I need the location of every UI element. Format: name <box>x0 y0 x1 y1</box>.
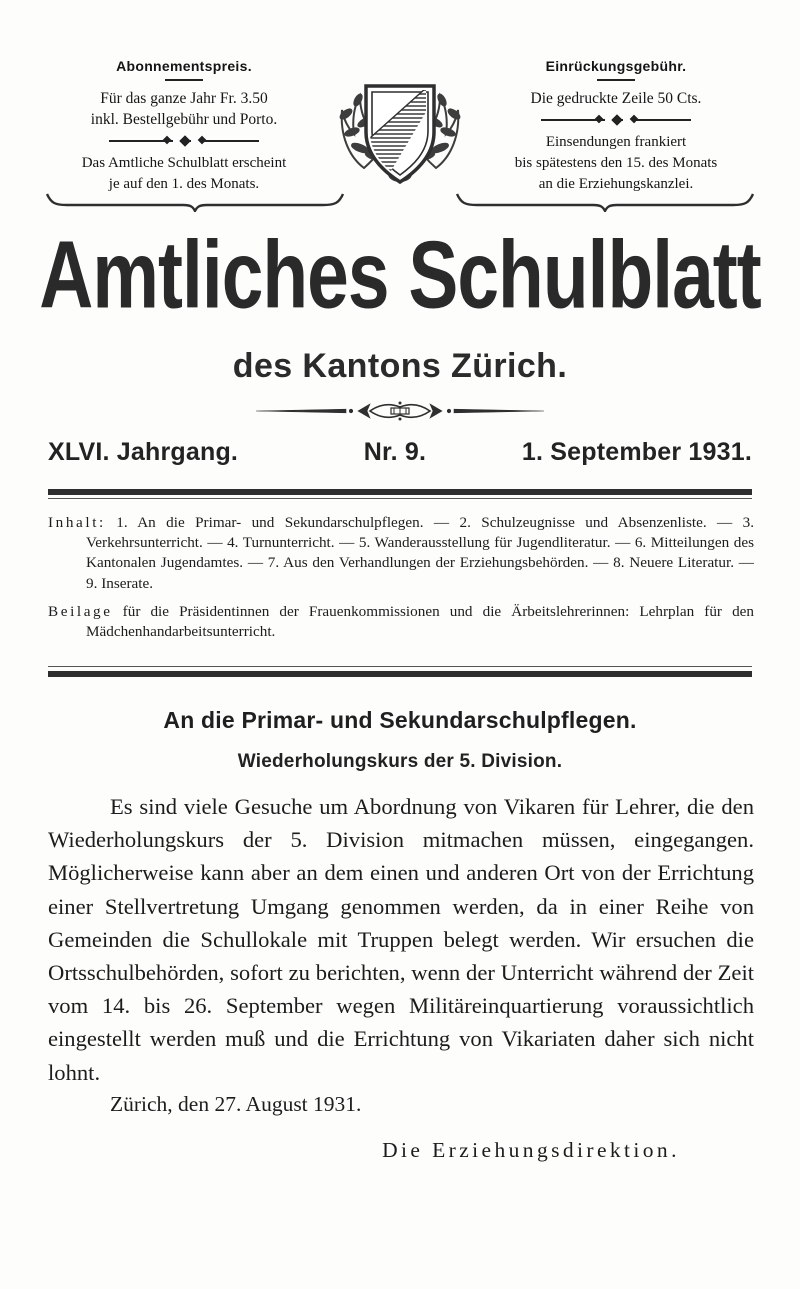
page-subtitle: des Kantons Zürich. <box>232 347 568 385</box>
supplement-label: Beilage <box>48 602 113 620</box>
supplement-entry <box>48 602 754 642</box>
rule-above-contents <box>48 489 752 495</box>
ornamental-divider <box>541 115 691 125</box>
submission-note-line-2: bis spätestens den 15. des Monats <box>514 155 718 171</box>
insertion-fee-block <box>477 58 755 195</box>
divider-rule <box>165 79 203 81</box>
fleuron-divider-icon <box>0 400 800 424</box>
zurich-coat-of-arms-icon <box>330 60 470 195</box>
subscription-price-line-2: inkl. Bestellgebühr und Porto. <box>90 111 278 128</box>
publication-schedule-line-1: Das Amtliche Schulblatt erscheint <box>81 155 287 171</box>
issue-date: 1. September 1931. <box>521 438 752 466</box>
issue-line <box>48 438 752 467</box>
masthead-brace-rules <box>45 190 755 212</box>
ornamental-divider <box>109 136 259 146</box>
contents-body: 1. An die Primar- und Sekundarschulpflegen. — 2. Schulzeugnisse und Absenzenliste. — 3. Verkehrsunterricht. — 4. Turnunterricht. — 5. Wanderausstellung für Jugendliteratur. — 6. Mitteilungen des Kantonalen Jugendamtes. — 7. Aus den Verhandlungen der Erziehungsbehörden. — 8. Neuere Literatur. — 9. Inserate. <box>86 514 754 592</box>
submission-note-line-3: an die Erziehungskanzlei. <box>538 176 694 192</box>
insertion-fee-heading: Einrückungsgebühr. <box>545 58 687 74</box>
article-signature: Die Erziehungsdirektion. <box>382 1138 680 1162</box>
page-title <box>16 220 784 329</box>
subscription-price-line-1: Für das ganze Jahr Fr. 3.50 <box>100 90 268 107</box>
volume-label: XLVI. Jahrgang. <box>48 438 239 466</box>
article-body: Es sind viele Gesuche um Abordnung von Vikaren für Lehrer, die den Wiederholungskurs der 5. Division mitmachen müssen, eingegangen. Möglicherweise kann aber an dem einen und anderen Ort von der Errichtung einer Stellvertretung Umgang genommen werden, da in einer Reihe von Gemeinden die Schullokale mit Truppen belegt werden. Wir ersuchen die Ortsschulbehörden, sofort zu berichten, wenn der Unterricht während der Zeit vom 14. bis 26. September wegen Militäreinquartierung voraussichtlich eingestellt werden muß und die Errichtung von Vikariaten daher sich nicht lohnt. <box>48 794 754 1085</box>
masthead <box>45 58 755 195</box>
subscription-price-block <box>45 58 323 195</box>
hairline-below-contents <box>48 666 752 667</box>
hairline-above-contents <box>48 498 752 499</box>
article-subheading: Wiederholungskurs der 5. Division. <box>237 751 563 772</box>
supplement-body: für die Präsidentinnen der Frauenkommissionen und die Ärbeitslehrerinnen: Lehrplan für den Mädchenhandarbeitsunterricht. <box>86 602 754 641</box>
submission-note-line-1: Einsendungen frankiert <box>545 134 687 150</box>
table-of-contents <box>48 513 754 642</box>
article-heading: An die Primar- und Sekundarschulpflegen. <box>163 707 637 733</box>
contents-label: Inhalt: <box>48 514 106 531</box>
rule-below-contents <box>48 671 752 677</box>
brace-rule-right <box>455 190 755 212</box>
contents-entry-list <box>48 513 754 594</box>
divider-rule <box>597 79 635 81</box>
page-title-text: Amtliches Schulblatt <box>39 220 761 329</box>
article-place-date: Zürich, den 27. August 1931. <box>110 1092 362 1116</box>
brace-rule-left <box>45 190 345 212</box>
insertion-fee-line-1: Die gedruckte Zeile 50 Cts. <box>530 90 702 107</box>
publication-schedule-line-2: je auf den 1. des Monats. <box>108 176 260 192</box>
subscription-price-heading: Abonnementspreis. <box>116 58 252 74</box>
issue-number: Nr. 9. <box>363 438 427 466</box>
